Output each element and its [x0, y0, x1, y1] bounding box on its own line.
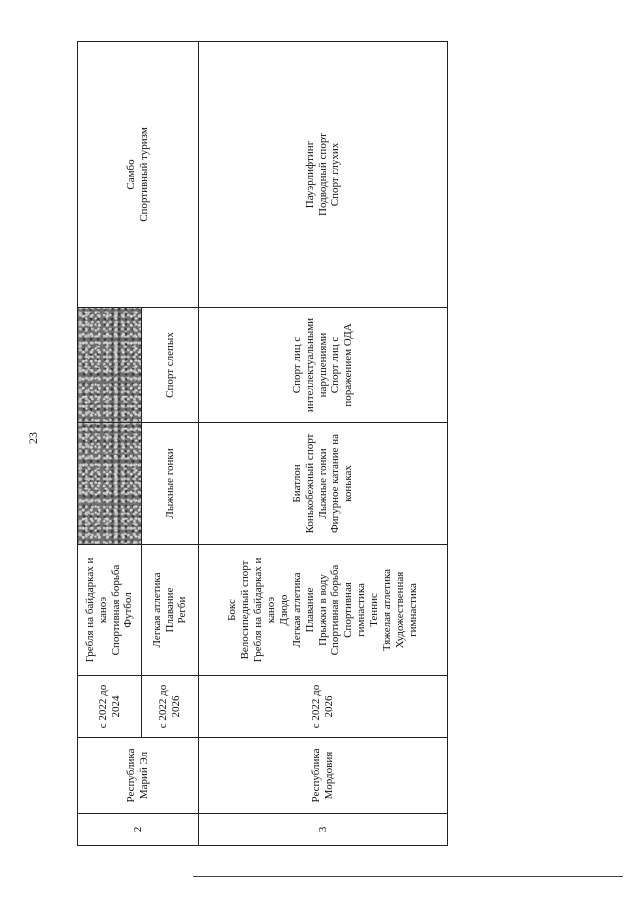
row-number-cell: 3 — [199, 814, 448, 846]
period-cell: с 2022 до 2026 — [142, 676, 199, 738]
scan-bottom-edge-line — [193, 876, 623, 877]
summer-sports-cell: Бокс Велосипедный спорт Гребля на байдарках и каноэ Дзюдо Легкая атлетика Плавание Прыжки в воду Спортивная борьба Спортивная гимнастика Теннис Тяжелая атлетика Художественная гимнастика — [199, 545, 448, 676]
table-row — [199, 42, 448, 846]
adaptive-sports-cell-scan-noise — [78, 308, 142, 423]
period-cell: с 2022 до 2026 — [199, 676, 448, 738]
summer-sports-cell: Гребля на байдарках и каноэ Спортивная борьба Футбол — [78, 545, 142, 676]
winter-sports-cell: Биатлон Конькобежный спорт Лыжные гонки Фигурное катание на коньках — [199, 423, 448, 545]
adaptive-sports-cell: Спорт лиц с интеллектуальными нарушениями Спорт лиц с поражением ОДА — [199, 308, 448, 423]
sports-table — [77, 41, 448, 846]
summer-sports-cell: Легкая атлетика Плавание Регби — [142, 545, 199, 676]
winter-sports-cell-scan-noise — [78, 423, 142, 545]
winter-sports-cell: Лыжные гонки — [142, 423, 199, 545]
region-cell: Республика Мордовия — [199, 738, 448, 814]
other-sports-cell: Самбо Спортивный туризм — [78, 42, 199, 308]
region-cell: Республика Марий Эл — [78, 738, 199, 814]
period-cell: с 2022 до 2024 — [78, 676, 142, 738]
row-number-cell: 2 — [78, 814, 199, 846]
page-number: 23 — [26, 432, 40, 444]
other-sports-cell: Пауэрлифтинг Подводный спорт Спорт глухих — [199, 42, 448, 308]
rotated-table-container — [77, 42, 447, 846]
table-row — [78, 42, 142, 846]
table-sheet — [77, 42, 447, 846]
adaptive-sports-cell: Спорт слепых — [142, 308, 199, 423]
